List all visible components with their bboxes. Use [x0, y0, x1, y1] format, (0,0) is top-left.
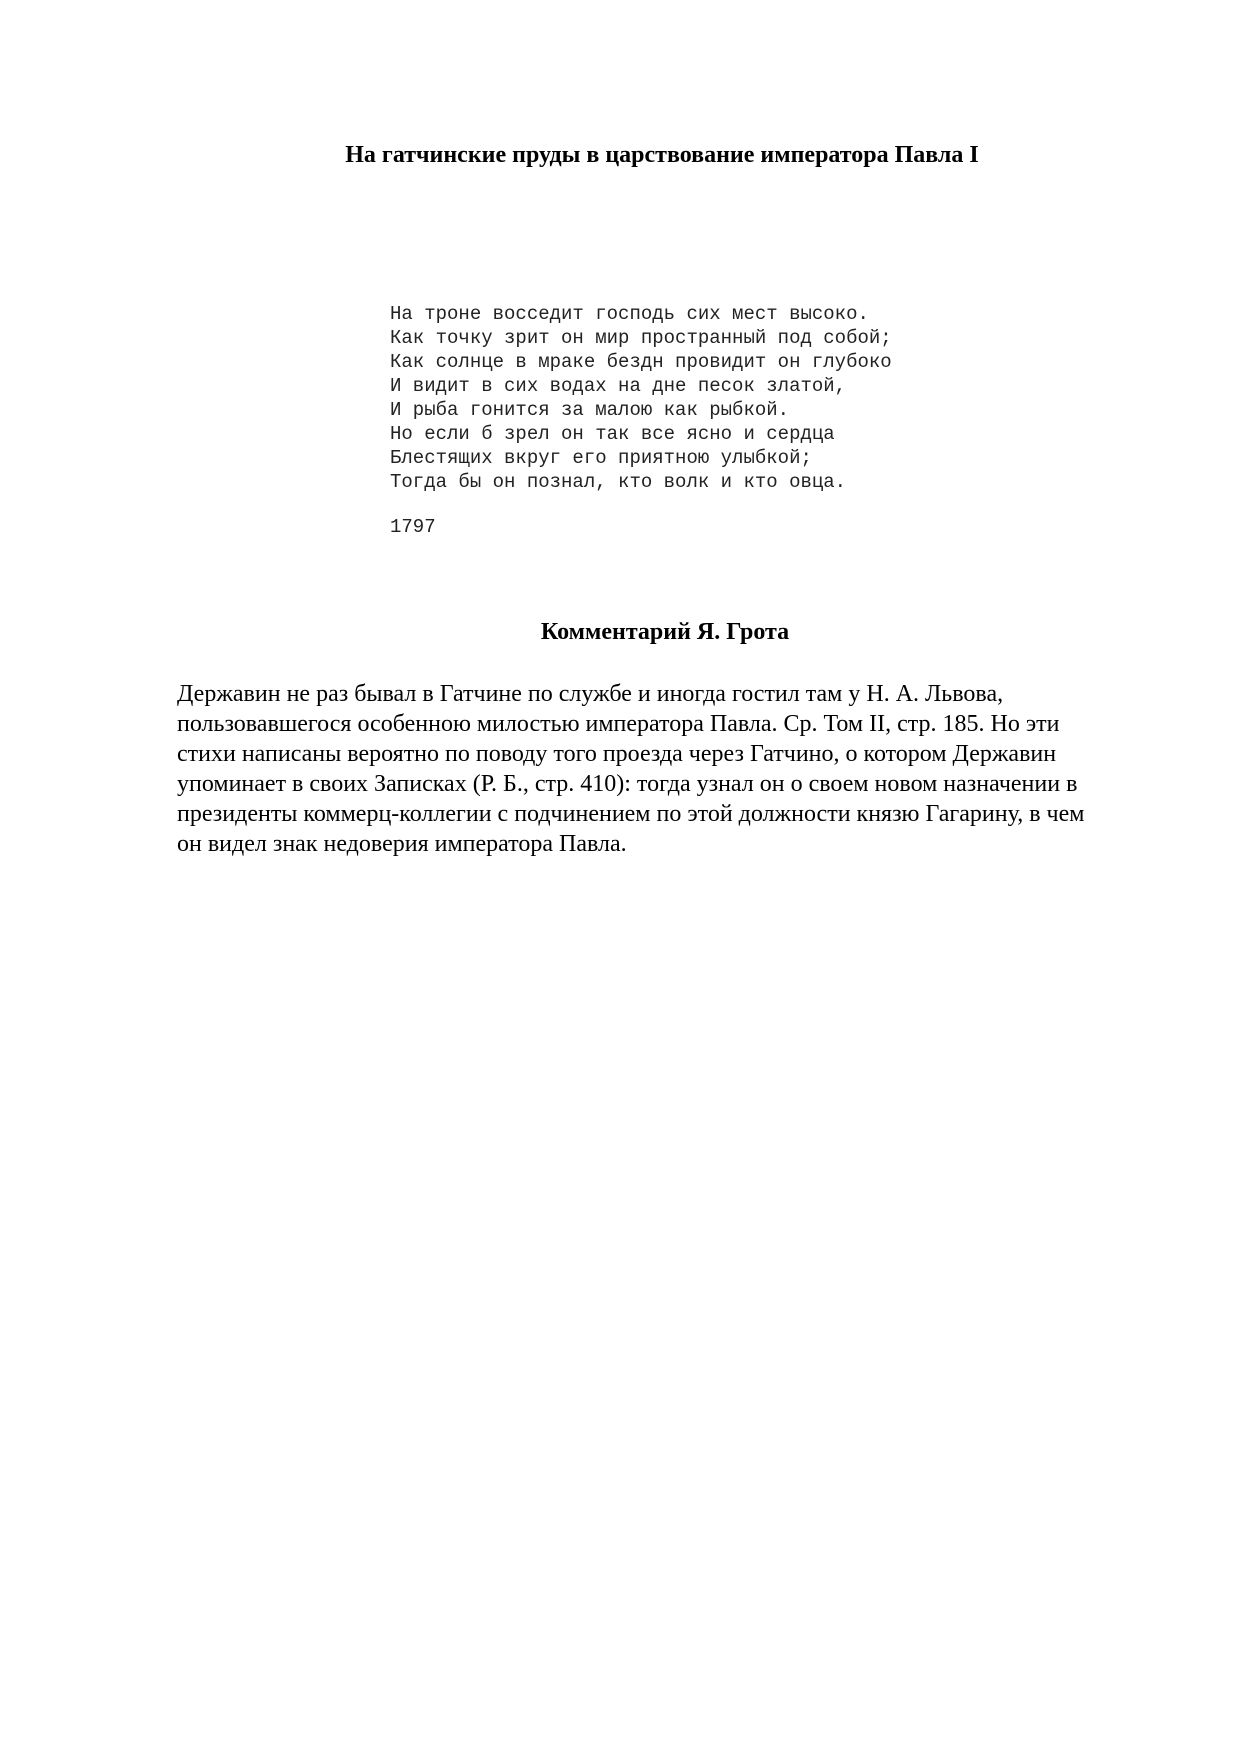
poem-line: И рыба гонится за малою как рыбкой.	[390, 399, 790, 421]
poem-title: На гатчинские пруды в царствование императора Павла I	[345, 142, 979, 168]
commentary-heading: Комментарий Я. Грота	[540, 619, 790, 645]
commentary-line: президенты коммерц-коллегии с подчинением по этой должности князю Гагарину, в чем	[177, 801, 1085, 827]
poem-text	[390, 302, 892, 494]
poem-line: И видит в сих водах на дне песок златой,	[390, 375, 847, 397]
commentary-line: он видел знак недоверия императора Павла.	[177, 831, 627, 857]
poem-line: Тогда бы он познал, кто волк и кто овца.	[390, 471, 847, 493]
poem-line: Блестящих вкруг его приятною улыбкой;	[390, 447, 812, 469]
commentary-line: стихи написаны вероятно по поводу того проезда через Гатчино, о котором Державин	[177, 741, 1057, 767]
commentary-line: Державин не раз бывал в Гатчине по службе и иногда гостил там у Н. А. Львова,	[177, 681, 1004, 707]
poem-line: Как точку зрит он мир пространный под собой;	[390, 327, 892, 349]
commentary-paragraph	[177, 679, 1137, 859]
poem-line: Но если б зрел он так все ясно и сердца	[390, 423, 835, 445]
commentary-line: пользовавшегося особенною милостью императора Павла. Ср. Том II, стр. 185. Но эти	[177, 711, 1060, 737]
commentary-line: упоминает в своих Записках (Р. Б., стр. 410): тогда узнал он о своем новом назначении в	[177, 771, 1078, 797]
poem-line: На троне восседит господь сих мест высоко.	[390, 303, 869, 325]
poem-year: 1797	[390, 516, 436, 538]
poem-line: Как солнце в мраке бездн провидит он глубоко	[390, 351, 892, 373]
